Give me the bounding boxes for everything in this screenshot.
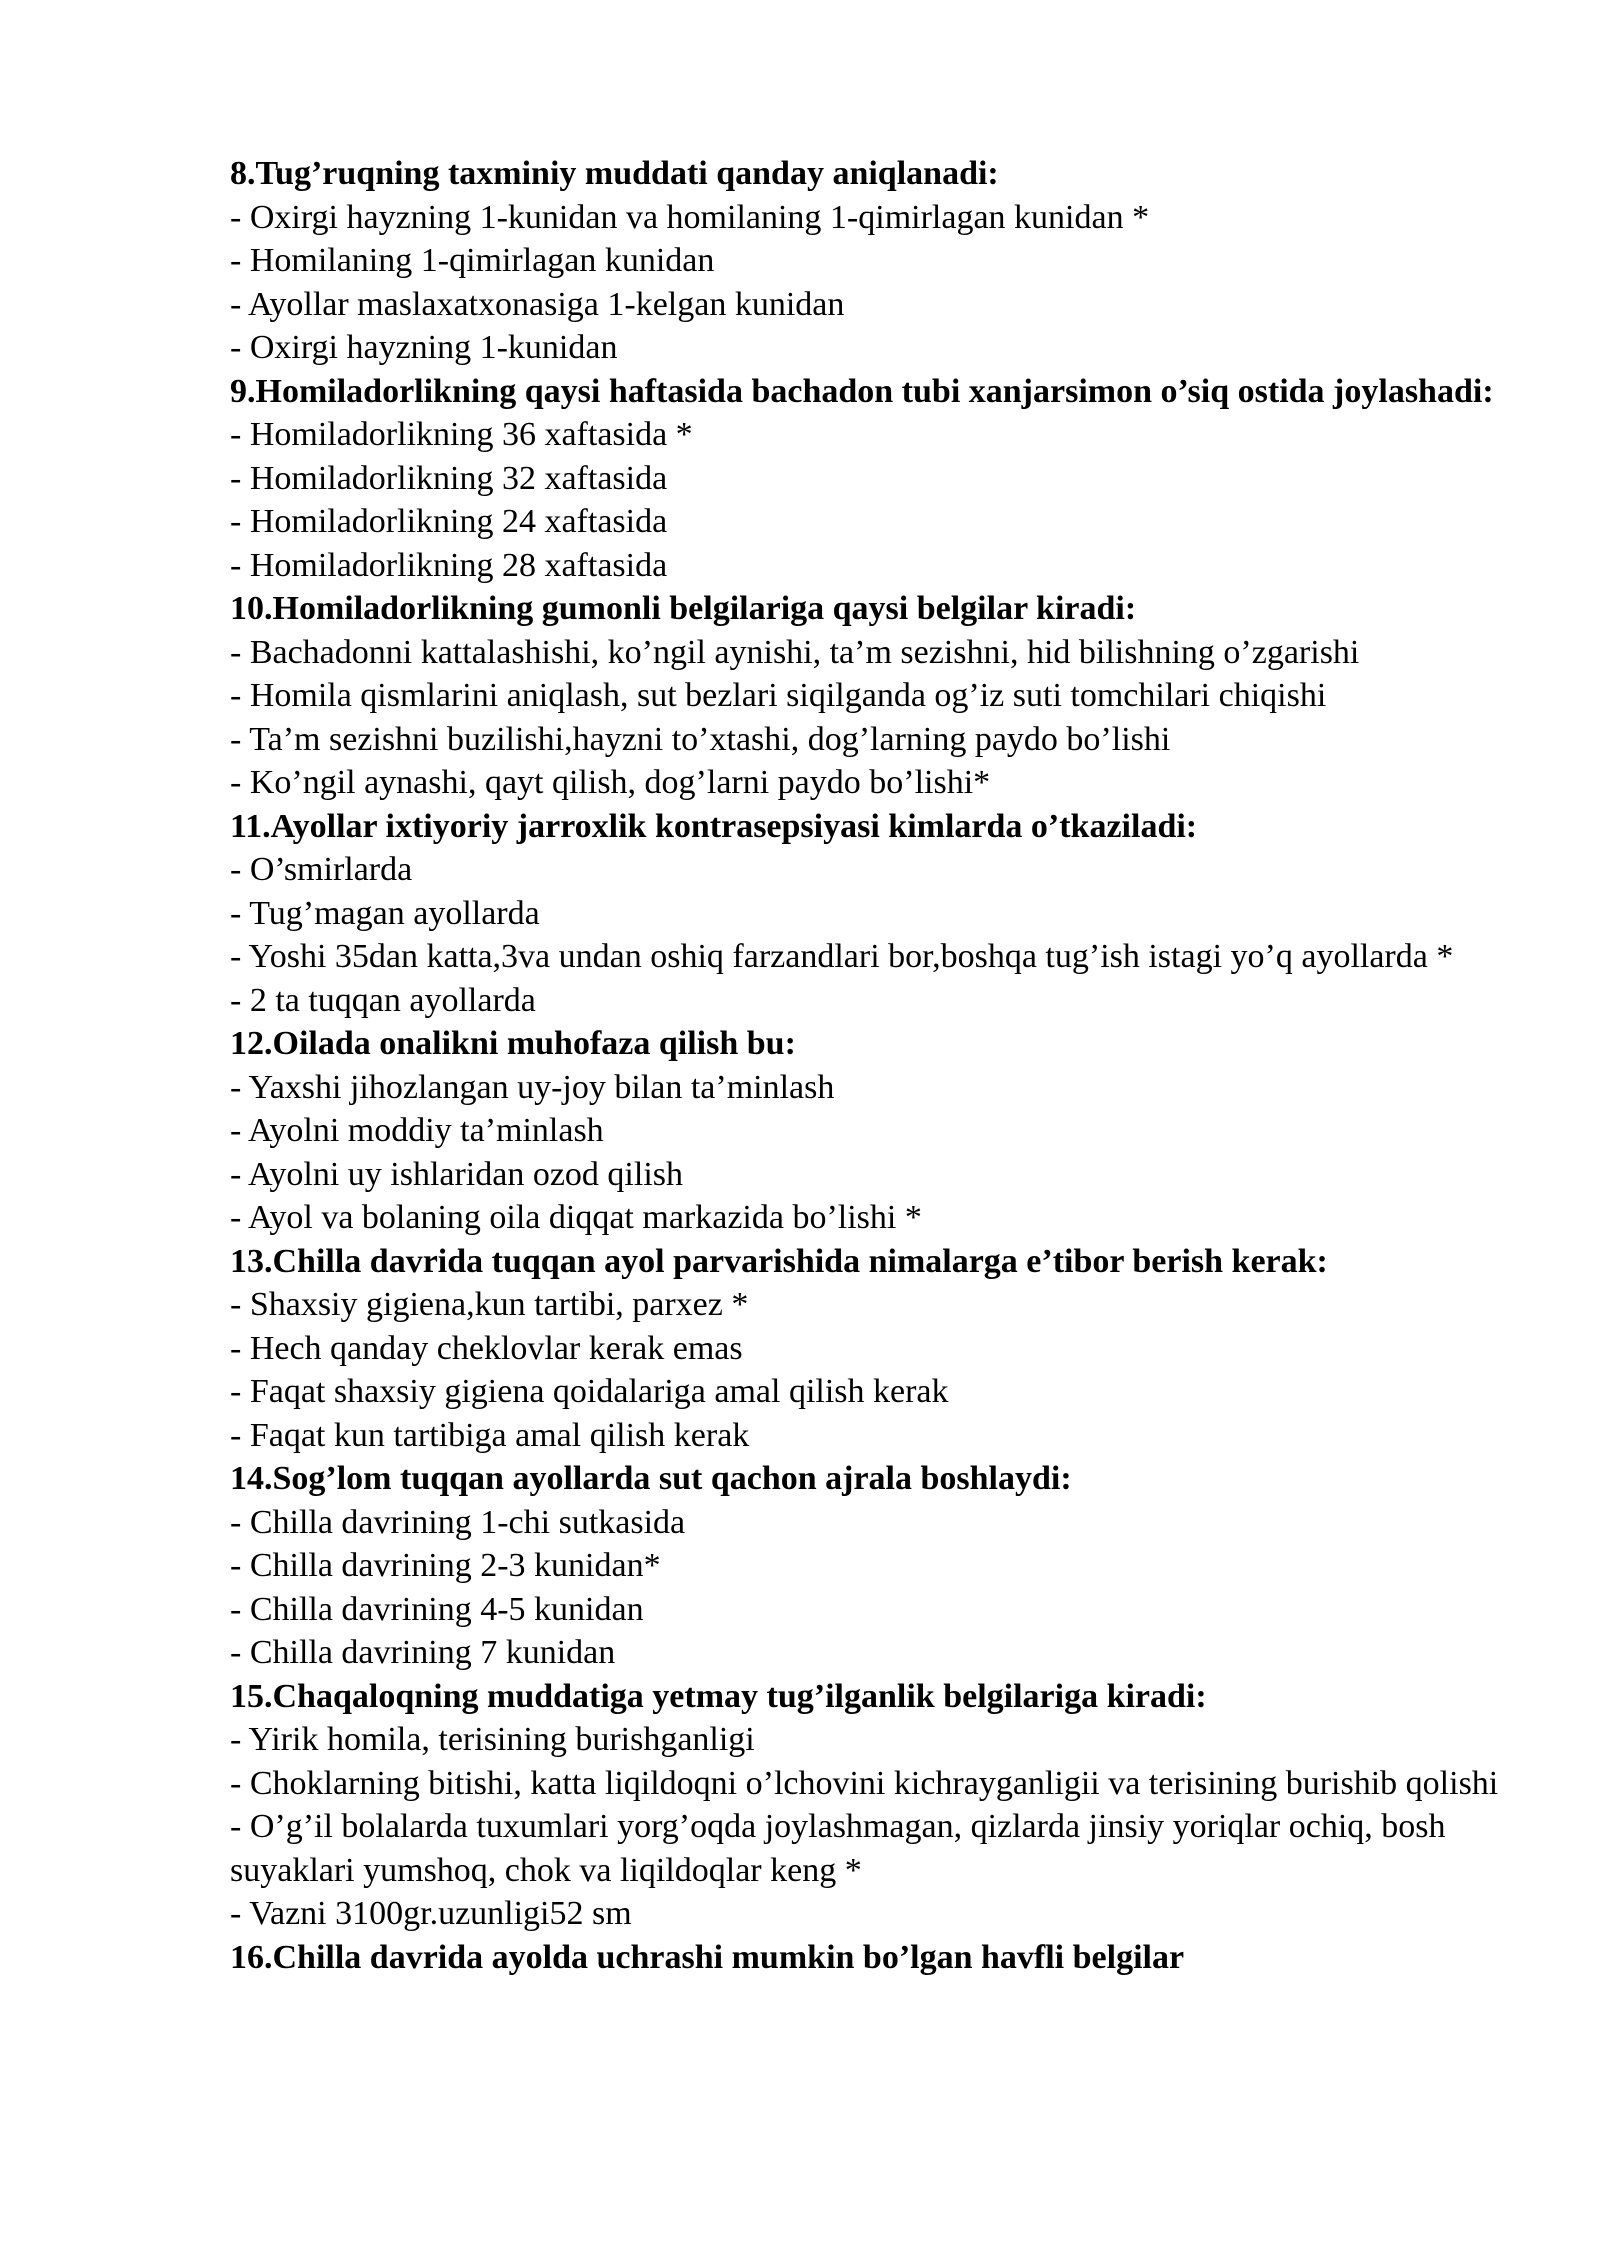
question-12 (230, 1022, 1520, 1240)
answer-option: - Choklarning bitishi, katta liqildoqni o’lchovini kichrayganligii va terisining burishib qolishi (230, 1764, 1499, 1802)
answer-option: - Hech qanday cheklovlar kerak emas (230, 1329, 743, 1367)
answer-option: - Oxirgi hayzning 1-kunidan va homilaning 1-qimirlagan kunidan * (230, 198, 1150, 236)
question-title: 10.Homiladorlikning gumonli belgilariga qaysi belgilar kiradi: (230, 590, 1137, 627)
answer-option: - Ayollar maslaxatxonasiga 1-kelgan kunidan (230, 285, 845, 323)
answer-option: - Ayolni moddiy ta’minlash (230, 1112, 604, 1149)
answer-option: - Bachadonni kattalashishi, ko’ngil aynishi, ta’m sezishni, hid bilishning o’zgarishi (230, 633, 1360, 671)
answer-option: - Tug’magan ayollarda (230, 894, 540, 932)
question-16 (230, 1936, 1520, 1980)
answer-option: - Faqat shaxsiy gigiena qoidalariga amal qilish kerak (230, 1373, 949, 1410)
answer-option: - Vazni 3100gr.uzunligi52 sm (230, 1895, 632, 1932)
question-title: 9.Homiladorlikning qaysi haftasida bachadon tubi xanjarsimon o’siq ostida joylashadi: (230, 372, 1494, 410)
answer-option: - Chilla davrining 2-3 kunidan* (230, 1547, 661, 1584)
question-title: 15.Chaqaloqning muddatiga yetmay tug’ilganlik belgilariga kiradi: (230, 1677, 1207, 1715)
answer-option: - Ko’ngil aynashi, qayt qilish, dog’larni paydo bo’lishi* (230, 764, 991, 801)
answer-option: - Homiladorlikning 36 xaftasida * (230, 416, 693, 453)
answer-option: - Faqat kun tartibiga amal qilish kerak (230, 1416, 750, 1454)
answer-option: - Chilla davrining 4-5 kunidan (230, 1590, 644, 1628)
answer-option: - Yaxshi jihozlangan uy-joy bilan ta’minlash (230, 1068, 835, 1106)
answer-option: - Chilla davrining 1-chi sutkasida (230, 1503, 686, 1541)
answer-option: - Homiladorlikning 24 xaftasida (230, 503, 668, 540)
question-9 (230, 370, 1520, 588)
question-title: 12.Oilada onalikni muhofaza qilish bu: (230, 1025, 796, 1062)
question-10 (230, 587, 1520, 805)
answer-option: - Ayol va bolaning oila diqqat markazida bo’lishi * (230, 1199, 922, 1236)
question-11 (230, 805, 1520, 1023)
question-title: 16.Chilla davrida ayolda uchrashi mumkin bo’lgan havfli belgilar (230, 1938, 1185, 1976)
answer-option: - Homilaning 1-qimirlagan kunidan (230, 242, 715, 279)
answer-option: - Yirik homila, terisining burishganligi (230, 1721, 755, 1758)
answer-option: - Oxirgi hayzning 1-kunidan (230, 329, 618, 366)
question-14 (230, 1457, 1520, 1675)
answer-option: - Shaxsiy gigiena,kun tartibi, parxez * (230, 1286, 749, 1323)
answer-option: - Ayolni uy ishlaridan ozod qilish (230, 1155, 684, 1193)
answer-option: - O’g’il bolalarda tuxumlari yorg’oqda joylashmagan, qizlarda jinsiy yoriqlar ochiq, bosh suyaklari yumshoq, chok va liqildoqlar keng * (230, 1808, 1446, 1889)
answer-option: - 2 ta tuqqan ayollarda (230, 981, 536, 1019)
answer-option: - Ta’m sezishni buzilishi,hayzni to’xtashi, dog’larning paydo bo’lishi (230, 720, 1171, 758)
question-13 (230, 1240, 1520, 1458)
answer-option: - Homila qismlarini aniqlash, sut bezlari siqilganda og’iz suti tomchilari chiqishi (230, 677, 1327, 714)
answer-option: - O’smirlarda (230, 851, 413, 888)
question-title: 14.Sog’lom tuqqan ayollarda sut qachon ajrala boshlaydi: (230, 1460, 1072, 1497)
answer-option: - Homiladorlikning 32 xaftasida (230, 459, 668, 497)
document-page (230, 152, 1520, 1979)
answer-option: - Chilla davrining 7 kunidan (230, 1634, 616, 1671)
question-8 (230, 152, 1520, 370)
answer-option: - Homiladorlikning 28 xaftasida (230, 546, 668, 584)
question-15 (230, 1675, 1520, 1936)
question-title: 8.Tug’ruqning taxminiy muddati qanday aniqlanadi: (230, 155, 999, 192)
question-title: 13.Chilla davrida tuqqan ayol parvarishida nimalarga e’tibor berish kerak: (230, 1242, 1328, 1280)
question-title: 11.Ayollar ixtiyoriy jarroxlik kontrasepsiyasi kimlarda o’tkaziladi: (230, 807, 1198, 845)
answer-option: - Yoshi 35dan katta,3va undan oshiq farzandlari bor,boshqa tug’ish istagi yo’q ayollarda * (230, 938, 1454, 975)
